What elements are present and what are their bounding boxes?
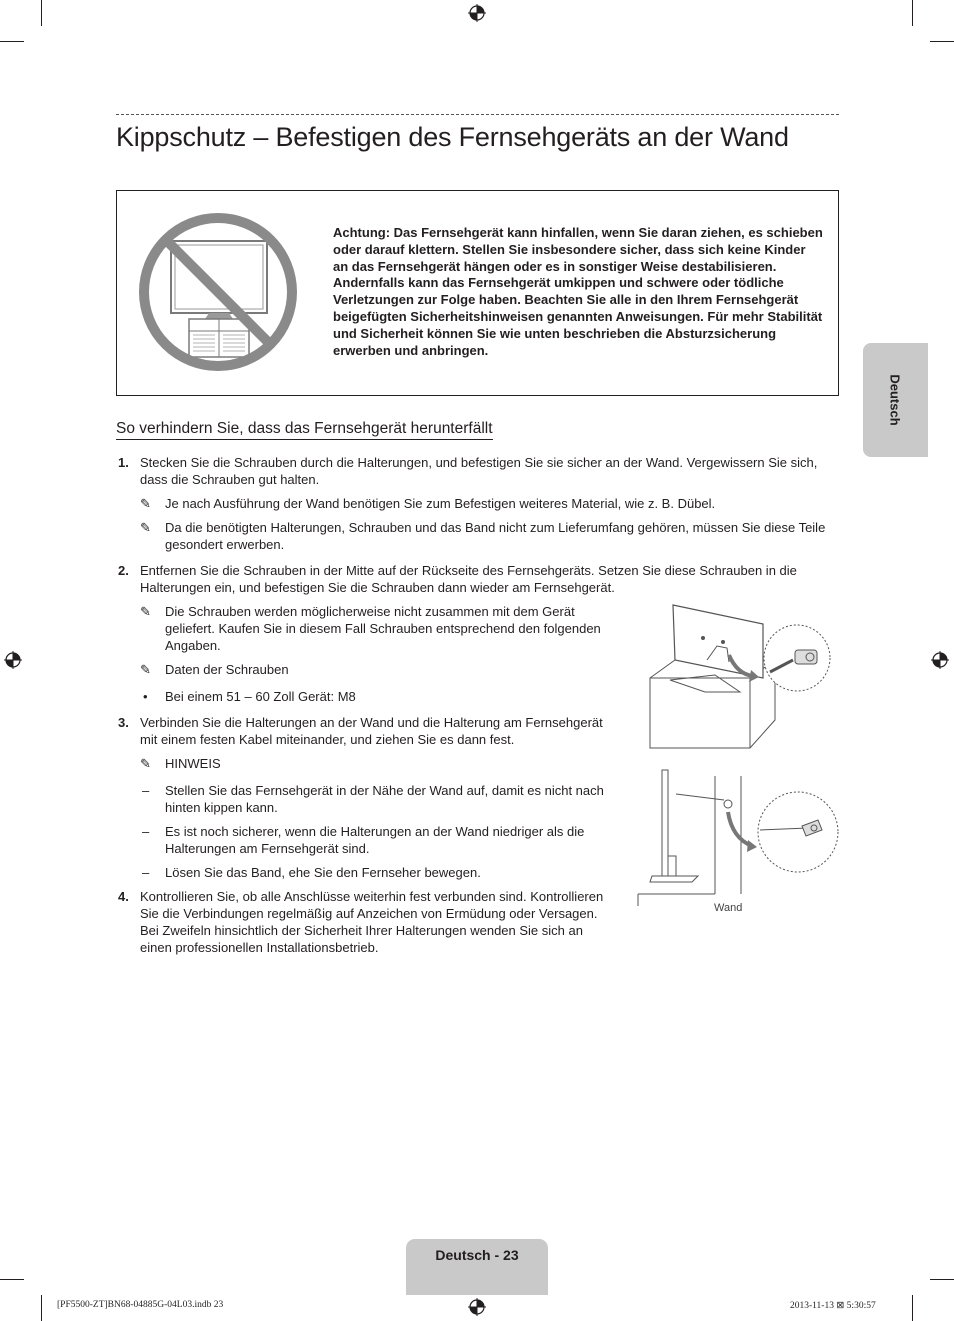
crop-mark (41, 0, 42, 26)
wall-label: Wand (714, 902, 743, 914)
step-text: Verbinden Sie die Halterungen an der Wand und die Halterung am Fernsehgerät mit einem festen Kabel miteinander, und ziehen Sie es dann fest. (140, 715, 603, 747)
crop-mark (912, 1295, 913, 1321)
page-number: Deutsch - 23 (435, 1247, 519, 1263)
side-tab-label: Deutsch (887, 374, 903, 426)
print-slug-left: [PF5500-ZT]BN68-04885G-04L03.indb 23 (57, 1300, 224, 1310)
print-slug-right: 2013-11-13 ⊠ 5:30:57 (790, 1301, 876, 1311)
crop-mark (41, 1295, 42, 1321)
note-icon: ✎ (140, 662, 151, 677)
bullet-text: Bei einem 51 – 60 Zoll Gerät: M8 (165, 689, 356, 704)
no-tv-on-stand-icon (137, 211, 299, 373)
dash-icon: – (142, 783, 150, 798)
tv-wall-strap-illustration (636, 766, 842, 908)
note-text: Die Schrauben werden möglicherweise nicht zusammen mit dem Gerät geliefert. Kaufen Sie in diesem Fall Schrauben entsprechend den folgenden Angaben. (165, 604, 601, 653)
note-text: Je nach Ausführung der Wand benötigen Sie zum Befestigen weiteres Material, wie z. B. Dübel. (165, 496, 716, 511)
dash-text: Lösen Sie das Band, ehe Sie den Fernseher bewegen. (165, 865, 481, 880)
step-text: Kontrollieren Sie, ob alle Anschlüsse weiterhin fest verbunden sind. Kontrollieren Sie die Verbindungen regelmäßig auf Anzeichen von Ermüdung oder Versagen. Bei Zweifeln hinsichtlich der Sicherheit Ihrer Halterungen wenden Sie sich an einen professionellen Installationsbetrieb. (140, 889, 604, 955)
title-rule (116, 114, 839, 115)
registration-mark-icon (468, 4, 486, 22)
step-number: 4. (118, 889, 129, 904)
note-text: Daten der Schrauben (165, 662, 289, 677)
dash-icon: – (142, 865, 150, 880)
note-icon: ✎ (140, 496, 151, 511)
note-label: HINWEIS (165, 756, 221, 771)
crop-mark (912, 0, 913, 26)
note-text: Da die benötigten Halterungen, Schrauben und das Band nicht zum Lieferumfang gehören, müssen Sie diese Teile gesondert erwerben. (165, 520, 826, 552)
step-number: 3. (118, 715, 129, 730)
page-number-tab (406, 1239, 548, 1295)
note-icon: ✎ (140, 604, 151, 619)
registration-mark-icon (468, 1298, 486, 1316)
registration-mark-icon (4, 651, 22, 669)
dash-text: Es ist noch sicherer, wenn die Halterungen an der Wand niedriger als die Halterungen am Fernsehgerät sind. (165, 824, 585, 856)
page-title: Kippschutz – Befestigen des Fernsehgeräts an der Wand (116, 122, 789, 152)
registration-mark-icon (931, 651, 949, 669)
note-icon: ✎ (140, 520, 151, 535)
bullet-icon: • (143, 689, 148, 704)
crop-mark (0, 1279, 24, 1280)
language-side-tab (863, 343, 928, 457)
step-number: 1. (118, 455, 129, 470)
tv-back-screw-illustration (645, 600, 845, 752)
warning-box (116, 190, 839, 396)
step-text: Entfernen Sie die Schrauben in der Mitte auf der Rückseite des Fernsehgeräts. Setzen Sie diese Schrauben in die Halterungen ein, und befestigen Sie die Schrauben dann wieder am Fernsehgerät. (140, 563, 797, 595)
note-icon: ✎ (140, 756, 151, 771)
warning-text: Achtung: Das Fernsehgerät kann hinfallen, wenn Sie daran ziehen, es schieben oder darauf klettern. Stellen Sie insbesondere sicher, dass sich keine Kinder an das Fernsehgerät hängen oder es in sonstiger Weise destabilisieren. Andernfalls kann das Fernsehgerät umkippen und schwere oder tödliche Verletzungen zur Folge haben. Beachten Sie alle in den Ihrem Fernsehgerät beigefügten Sicherheitshinweisen genannten Anweisungen. Für mehr Stabilität und Sicherheit können Sie wie unten beschrieben die Absturzsicherung erwerben und anbringen. (333, 225, 823, 358)
step-number: 2. (118, 563, 129, 578)
dash-text: Stellen Sie das Fernsehgerät in der Nähe der Wand auf, damit es nicht nach hinten kippen kann. (165, 783, 604, 815)
crop-mark (0, 41, 24, 42)
crop-mark (930, 41, 954, 42)
crop-mark (930, 1279, 954, 1280)
dash-icon: – (142, 824, 150, 839)
section-heading: So verhindern Sie, dass das Fernsehgerät herunterfällt (116, 420, 493, 440)
step-text: Stecken Sie die Schrauben durch die Halterungen, und befestigen Sie sie sicher an der Wand. Vergewissern Sie sich, dass die Schrauben gut halten. (140, 455, 818, 487)
